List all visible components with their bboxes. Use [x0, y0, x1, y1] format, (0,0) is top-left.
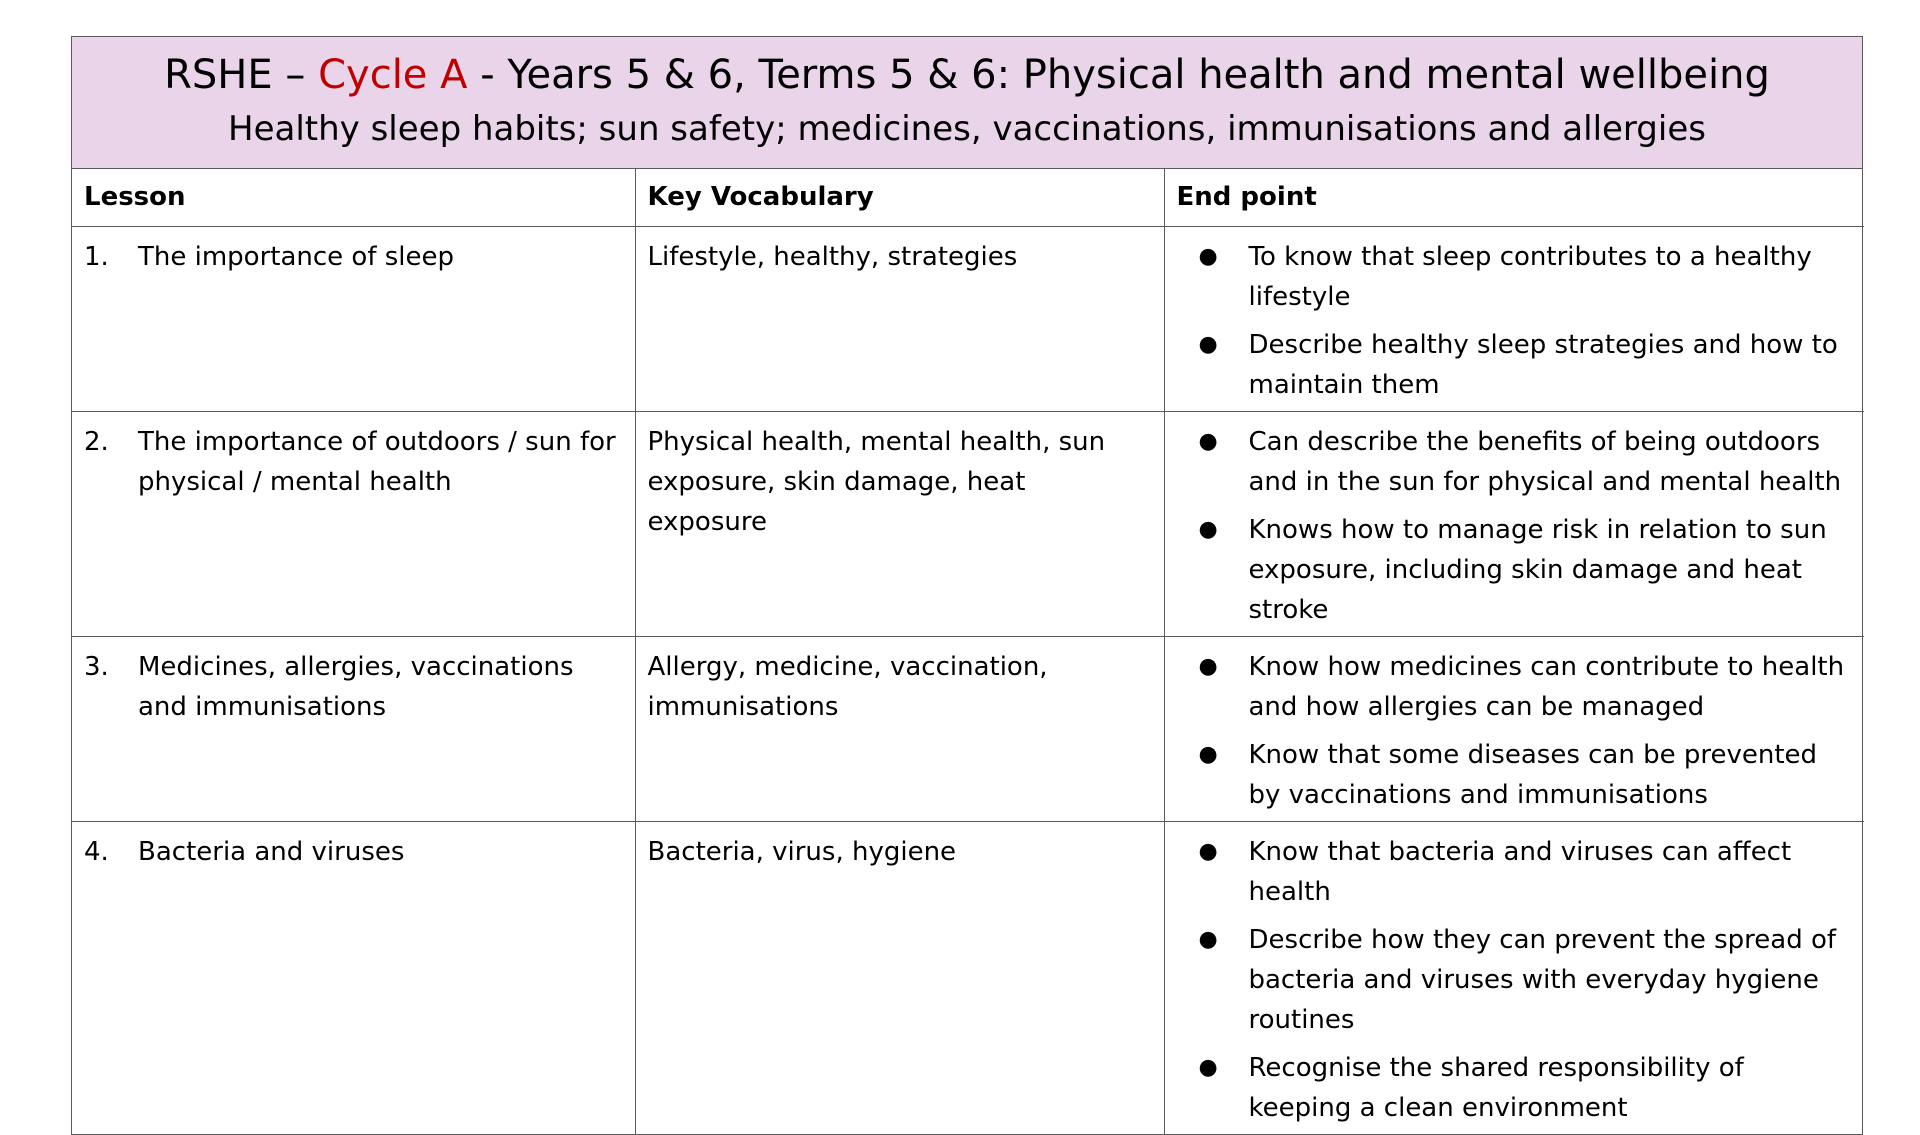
table-row — [72, 226, 1864, 411]
end-point-item: ● Describe healthy sleep strategies and how to maintain them — [1177, 325, 1853, 405]
bullet-icon: ● — [1198, 926, 1218, 952]
vocabulary-cell: Physical health, mental health, sun exposure, skin damage, heat exposure — [635, 411, 1164, 636]
column-header-lesson: Lesson — [72, 169, 635, 226]
lesson-cell — [72, 411, 635, 636]
document-title — [72, 49, 1862, 101]
table-row — [72, 636, 1864, 821]
end-point-item: ● Knows how to manage risk in relation to sun exposure, including skin damage and heat stroke — [1177, 510, 1853, 630]
lesson-table — [72, 169, 1864, 1134]
lesson-cell — [72, 636, 635, 821]
lesson-cell — [72, 226, 635, 411]
lesson-title: The importance of outdoors / sun for physical / mental health — [138, 426, 616, 497]
title-prefix: RSHE – — [164, 52, 319, 98]
lesson-number: 2. — [84, 426, 109, 457]
end-point-item: ● To know that sleep contributes to a healthy lifestyle — [1177, 237, 1853, 317]
lesson-cell — [72, 821, 635, 1134]
end-point-cell — [1164, 226, 1864, 411]
end-point-item: ● Can describe the benefits of being outdoors and in the sun for physical and mental health — [1177, 422, 1853, 502]
bullet-icon: ● — [1198, 428, 1218, 454]
title-suffix: - Years 5 & 6, Terms 5 & 6: Physical health and mental wellbeing — [467, 52, 1770, 98]
vocabulary-cell: Bacteria, virus, hygiene — [635, 821, 1164, 1134]
table-row — [72, 821, 1864, 1134]
document-header — [72, 37, 1862, 169]
bullet-icon: ● — [1198, 243, 1218, 269]
table-row — [72, 411, 1864, 636]
table-header-row — [72, 169, 1864, 226]
vocabulary-cell: Lifestyle, healthy, strategies — [635, 226, 1164, 411]
bullet-icon: ● — [1198, 653, 1218, 679]
end-point-item: ● Recognise the shared responsibility of keeping a clean environment — [1177, 1048, 1853, 1128]
end-point-item: ● Know how medicines can contribute to health and how allergies can be managed — [1177, 647, 1853, 727]
end-point-item: ● Know that some diseases can be prevented by vaccinations and immunisations — [1177, 735, 1853, 815]
column-header-end-point: End point — [1164, 169, 1864, 226]
lesson-plan-document — [71, 36, 1863, 1135]
lesson-title: Medicines, allergies, vaccinations and immunisations — [138, 651, 574, 722]
vocabulary-cell: Allergy, medicine, vaccination, immunisations — [635, 636, 1164, 821]
title-cycle-accent: Cycle A — [318, 52, 468, 98]
end-point-cell — [1164, 821, 1864, 1134]
column-header-key-vocabulary: Key Vocabulary — [635, 169, 1164, 226]
bullet-icon: ● — [1198, 331, 1218, 357]
lesson-number: 4. — [84, 836, 109, 867]
end-point-cell — [1164, 411, 1864, 636]
lesson-number: 3. — [84, 651, 109, 682]
end-point-cell — [1164, 636, 1864, 821]
end-point-item: ● Know that bacteria and viruses can affect health — [1177, 832, 1853, 912]
end-point-item: ● Describe how they can prevent the spread of bacteria and viruses with everyday hygiene routines — [1177, 920, 1853, 1040]
lesson-title: Bacteria and viruses — [138, 836, 405, 867]
bullet-icon: ● — [1198, 1054, 1218, 1080]
lesson-number: 1. — [84, 241, 109, 272]
lesson-title: The importance of sleep — [138, 241, 455, 272]
bullet-icon: ● — [1198, 838, 1218, 864]
bullet-icon: ● — [1198, 741, 1218, 767]
document-subtitle: Healthy sleep habits; sun safety; medicines, vaccinations, immunisations and allergies — [228, 109, 1706, 149]
bullet-icon: ● — [1198, 516, 1218, 542]
